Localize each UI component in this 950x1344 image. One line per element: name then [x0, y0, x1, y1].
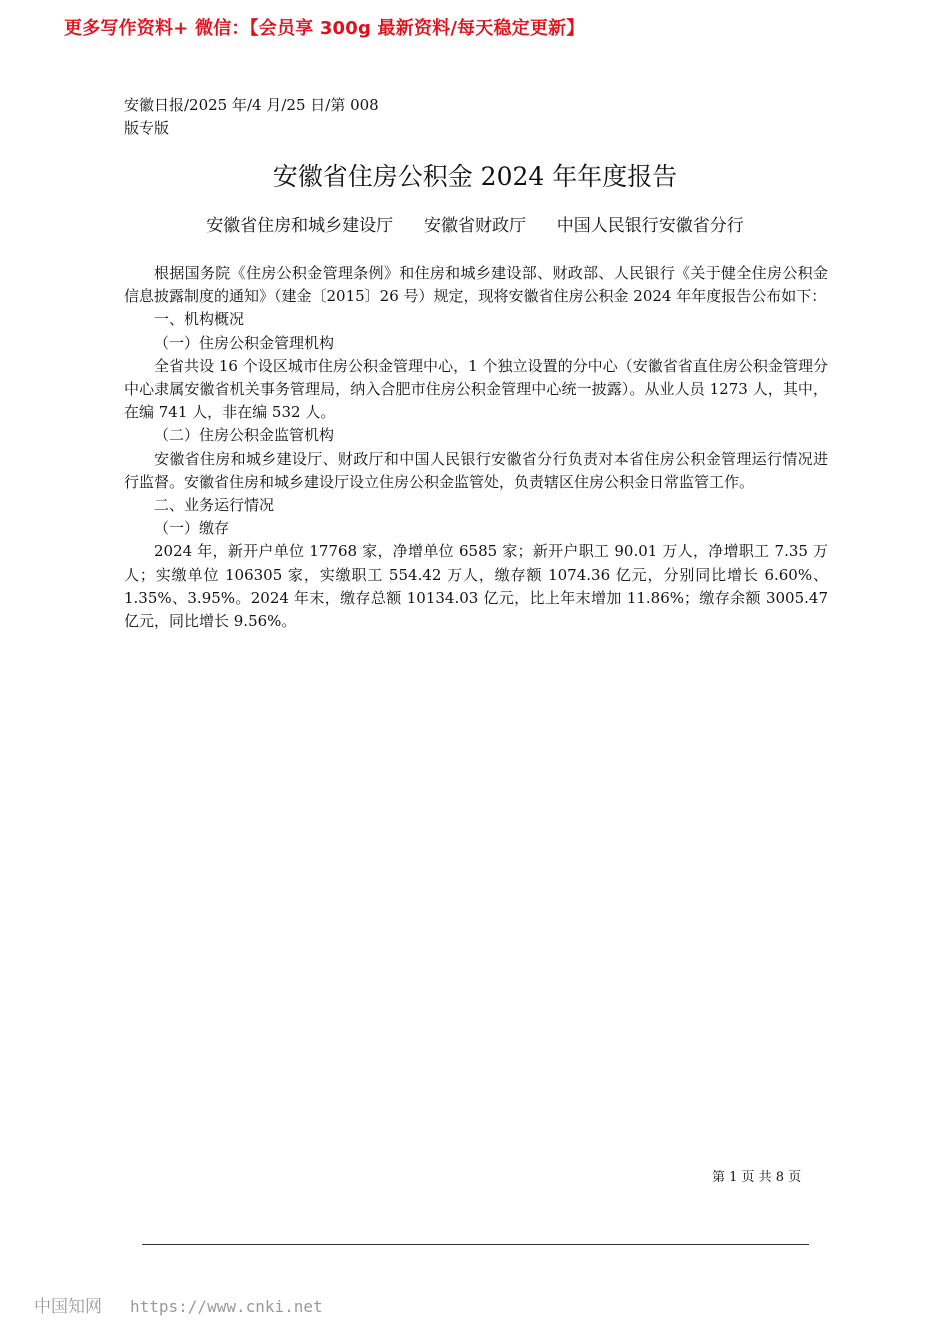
issuing-authorities: 安徽省住房和城乡建设厅 安徽省财政厅 中国人民银行安徽省分行 [206, 216, 744, 236]
document-body [124, 262, 828, 633]
body-paragraph: 全省共设 16 个设区城市住房公积金管理中心，1 个独立设置的分中心（安徽省省直住房公积金管理分中心隶属安徽省机关事务管理局，纳入合肥市住房公积金管理中心统一披露）。从业人员 1273 人，其中，在编 741 人，非在编 532 人。 [124, 356, 828, 422]
intro-paragraph: 根据国务院《住房公积金管理条例》和住房和城乡建设部、财政部、人民银行《关于健全住房公积金信息披露制度的通知》（建金〔2015〕26 号）规定，现将安徽省住房公积金 2024 年年度报告公布如下： [124, 264, 828, 306]
watermark-site-name: 中国知网 [34, 1297, 102, 1317]
publication-source: 安徽日报/2025 年/4 月/25 日/第 008 版专版 [124, 96, 379, 137]
section-heading: 一、机构概况 [154, 310, 245, 329]
document-title: 安徽省住房公积金 2024 年年度报告 [272, 162, 678, 191]
page-number: 第 1 页 共 8 页 [712, 1170, 802, 1185]
subsection-heading: （一）住房公积金管理机构 [154, 333, 335, 352]
body-paragraph: 安徽省住房和城乡建设厅、财政厅和中国人民银行安徽省分行负责对本省住房公积金管理运行情况进行监督。安徽省住房和城乡建设厅设立住房公积金监管处，负责辖区住房公积金日常监管工作。 [124, 449, 828, 491]
promo-banner: 更多写作资料+ 微信：【会员享 300g 最新资料/每天稳定更新】 [64, 18, 585, 39]
cnki-watermark [34, 1292, 323, 1317]
body-paragraph: 2024 年，新开户单位 17768 家，净增单位 6585 家；新开户职工 90.01 万人，净增职工 7.35 万人；实缴单位 106305 家，实缴职工 554.42 万人，缴存额 1074.36 亿元，分别同比增长 6.60%、1.35%、3.95%。2024 年末，缴存总额 10134.03 亿元，比上年末增加 11.86%；缴存余额 3005.47 亿元，同比增长 9.56%。 [124, 542, 828, 631]
subsection-heading: （二）住房公积金监管机构 [154, 426, 335, 445]
subsection-heading: （一）缴存 [154, 519, 230, 538]
watermark-url: https://www.cnki.net [130, 1297, 323, 1316]
footer-divider [142, 1244, 809, 1245]
section-heading: 二、业务运行情况 [154, 496, 275, 515]
